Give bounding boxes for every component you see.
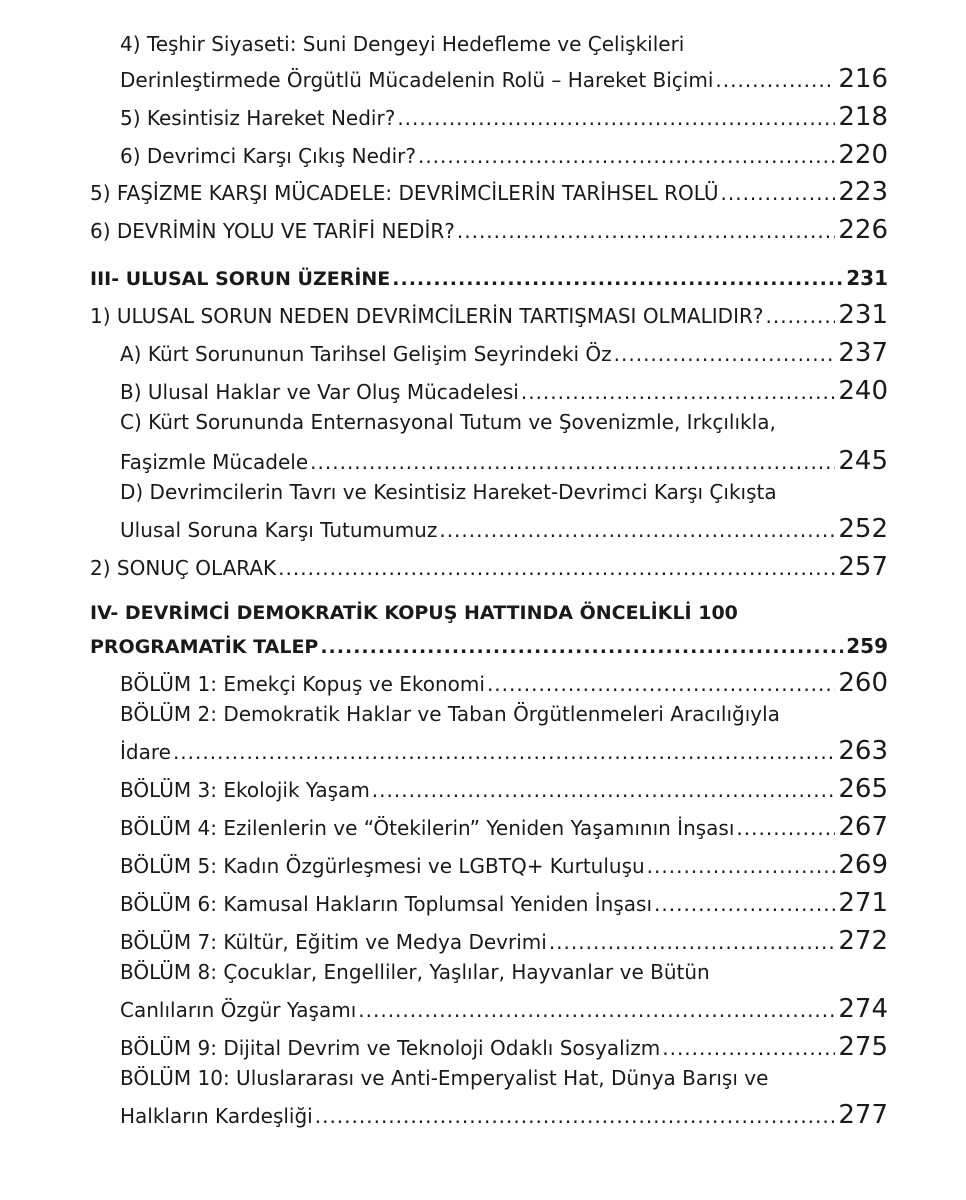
dot-leader bbox=[397, 106, 835, 130]
toc-entry-title: Ulusal Soruna Karşı Tutumumuz bbox=[120, 518, 438, 542]
toc-page-number: 277 bbox=[838, 1100, 888, 1130]
toc-entry[interactable] bbox=[90, 215, 888, 245]
dot-leader bbox=[358, 998, 835, 1022]
toc-page-number: 226 bbox=[838, 215, 888, 245]
toc-entry[interactable] bbox=[120, 812, 888, 842]
toc-page-number: 218 bbox=[838, 102, 888, 132]
toc-entry[interactable] bbox=[120, 994, 888, 1024]
toc-entry-title: İdare bbox=[120, 740, 171, 764]
toc-entry[interactable] bbox=[120, 774, 888, 804]
toc-entry[interactable] bbox=[120, 446, 888, 476]
toc-page-number: 274 bbox=[838, 994, 888, 1024]
toc-entry-title: 5) Kesintisiz Hareket Nedir? bbox=[120, 106, 396, 130]
toc-page-number: 271 bbox=[838, 888, 888, 918]
dot-leader bbox=[654, 892, 835, 916]
toc-entry-line: BÖLÜM 2: Demokratik Haklar ve Taban Örgütlenmeleri Aracılığıyla bbox=[120, 702, 780, 726]
dot-leader bbox=[439, 518, 835, 542]
toc-entry-title: BÖLÜM 1: Emekçi Kopuş ve Ekonomi bbox=[120, 672, 485, 696]
dot-leader bbox=[614, 342, 836, 366]
dot-leader bbox=[736, 816, 835, 840]
toc-section-title: III- ULUSAL SORUN ÜZERİNE bbox=[90, 268, 391, 290]
toc-entry[interactable] bbox=[120, 514, 888, 544]
toc-entry-title: 6) DEVRİMİN YOLU VE TARİFİ NEDİR? bbox=[90, 219, 455, 243]
toc-entry[interactable] bbox=[90, 552, 888, 582]
dot-leader bbox=[173, 740, 835, 764]
toc-entry-title: BÖLÜM 6: Kamusal Hakların Toplumsal Yeniden İnşası bbox=[120, 892, 653, 916]
toc-entry-title: Derinleştirmede Örgütlü Mücadelenin Rolü – Hareket Biçimi bbox=[120, 68, 714, 92]
toc-page-number: 223 bbox=[838, 177, 888, 207]
toc-page-number: 269 bbox=[838, 850, 888, 880]
toc-entry-title: BÖLÜM 3: Ekolojik Yaşam bbox=[120, 778, 370, 802]
dot-leader bbox=[766, 304, 836, 328]
toc-entry-title: B) Ulusal Haklar ve Var Oluş Mücadelesi bbox=[120, 380, 519, 404]
toc-entry[interactable] bbox=[90, 300, 888, 330]
toc-entry[interactable] bbox=[120, 376, 888, 406]
toc-entry-line: 4) Teşhir Siyaseti: Suni Dengeyi Hedefleme ve Çelişkileri bbox=[120, 32, 685, 56]
dot-leader bbox=[418, 144, 835, 168]
toc-entry-title: BÖLÜM 9: Dijital Devrim ve Teknoloji Odaklı Sosyalizm bbox=[120, 1036, 661, 1060]
toc-page-number: 275 bbox=[838, 1032, 888, 1062]
toc-entry[interactable] bbox=[120, 888, 888, 918]
toc-section-title-line: IV- DEVRİMCİ DEMOKRATİK KOPUŞ HATTINDA ÖNCELİKLİ 100 bbox=[90, 602, 738, 624]
toc-entry[interactable] bbox=[120, 850, 888, 880]
dot-leader bbox=[372, 778, 836, 802]
toc-page-number: 267 bbox=[838, 812, 888, 842]
toc-page-number: 216 bbox=[838, 64, 888, 94]
toc-page-number: 259 bbox=[846, 634, 888, 658]
toc-entry[interactable] bbox=[120, 102, 888, 132]
toc-entry-title: 5) FAŞİZME KARŞI MÜCADELE: DEVRİMCİLERİN TARİHSEL ROLÜ bbox=[90, 181, 719, 205]
dot-leader bbox=[487, 672, 835, 696]
dot-leader bbox=[315, 1104, 836, 1128]
dot-leader bbox=[647, 854, 836, 878]
toc-entry[interactable] bbox=[90, 177, 888, 207]
toc-section-title: PROGRAMATİK TALEP bbox=[90, 636, 319, 658]
toc-entry-title: BÖLÜM 7: Kültür, Eğitim ve Medya Devrimi bbox=[120, 930, 547, 954]
toc-entry-title: 6) Devrimci Karşı Çıkış Nedir? bbox=[120, 144, 416, 168]
toc-entry[interactable] bbox=[120, 668, 888, 698]
toc-entry-title: 2) SONUÇ OLARAK bbox=[90, 556, 277, 580]
toc-entry[interactable] bbox=[120, 926, 888, 956]
toc-page-number: 252 bbox=[838, 514, 888, 544]
toc-page-number: 260 bbox=[838, 668, 888, 698]
toc-section-heading[interactable] bbox=[90, 266, 888, 290]
toc-page-number: 231 bbox=[838, 300, 888, 330]
toc-entry-line: BÖLÜM 10: Uluslararası ve Anti-Emperyalist Hat, Dünya Barışı ve bbox=[120, 1066, 769, 1090]
dot-leader bbox=[715, 68, 835, 92]
dot-leader bbox=[662, 1036, 835, 1060]
toc-entry-line: D) Devrimcilerin Tavrı ve Kesintisiz Hareket-Devrimci Karşı Çıkışta bbox=[120, 480, 777, 504]
toc-entry[interactable] bbox=[120, 338, 888, 368]
dot-leader bbox=[521, 380, 836, 404]
dot-leader bbox=[549, 930, 836, 954]
toc-entry-line: BÖLÜM 8: Çocuklar, Engelliler, Yaşlılar, Hayvanlar ve Bütün bbox=[120, 960, 710, 984]
toc-entry-title: BÖLÜM 4: Ezilenlerin ve “Ötekilerin” Yeniden Yaşamının İnşası bbox=[120, 816, 735, 840]
toc-page-number: 237 bbox=[838, 338, 888, 368]
toc-page-number: 245 bbox=[838, 446, 888, 476]
toc-page-number: 263 bbox=[838, 736, 888, 766]
toc-entry-line: C) Kürt Sorununda Enternasyonal Tutum ve Şovenizmle, Irkçılıkla, bbox=[120, 410, 776, 434]
toc-page-number: 220 bbox=[838, 140, 888, 170]
toc-entry[interactable] bbox=[120, 1100, 888, 1130]
toc-entry[interactable] bbox=[120, 64, 888, 94]
toc-entry[interactable] bbox=[120, 140, 888, 170]
toc-entry-title: Canlıların Özgür Yaşamı bbox=[120, 998, 357, 1022]
toc-page-number: 265 bbox=[838, 774, 888, 804]
toc-section-heading[interactable] bbox=[90, 634, 888, 658]
toc-page-number: 231 bbox=[846, 266, 888, 290]
dot-leader bbox=[457, 219, 835, 243]
dot-leader bbox=[392, 268, 843, 290]
toc-entry-title: Faşizmle Mücadele bbox=[120, 450, 309, 474]
dot-leader bbox=[278, 556, 835, 580]
toc-page-number: 272 bbox=[838, 926, 888, 956]
toc-entry[interactable] bbox=[120, 1032, 888, 1062]
toc-entry-title: A) Kürt Sorununun Tarihsel Gelişim Seyrindeki Öz bbox=[120, 342, 612, 366]
toc-entry-title: Halkların Kardeşliği bbox=[120, 1104, 313, 1128]
toc-entry[interactable] bbox=[120, 736, 888, 766]
dot-leader bbox=[721, 181, 836, 205]
dot-leader bbox=[310, 450, 835, 474]
toc-page-number: 240 bbox=[838, 376, 888, 406]
toc-entry-title: BÖLÜM 5: Kadın Özgürleşmesi ve LGBTQ+ Kurtuluşu bbox=[120, 854, 645, 878]
dot-leader bbox=[320, 636, 843, 658]
toc-page-number: 257 bbox=[838, 552, 888, 582]
toc-entry-title: 1) ULUSAL SORUN NEDEN DEVRİMCİLERİN TARTIŞMASI OLMALIDIR? bbox=[90, 304, 764, 328]
